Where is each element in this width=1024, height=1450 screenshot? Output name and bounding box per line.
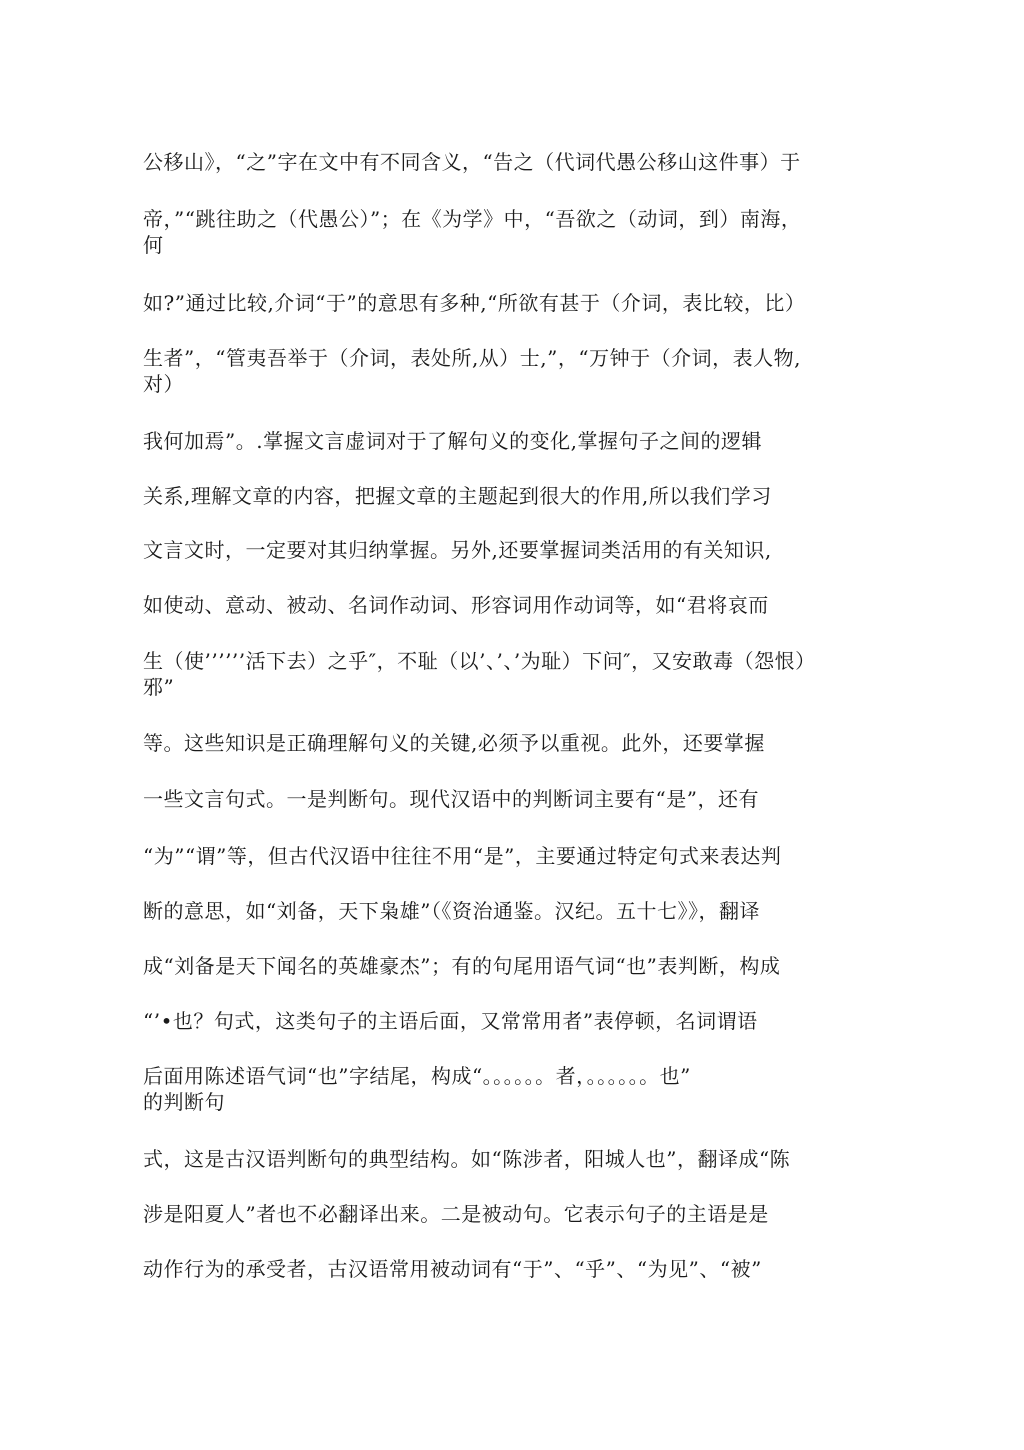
line-wrap-text: 何 — [143, 233, 164, 257]
text-line — [143, 1201, 903, 1227]
text-line — [143, 290, 903, 316]
line-text: 帝，”“跳往助之（代愚公）”；在《为学》中，“吾欲之（动词，到）南海， — [143, 207, 802, 231]
line-wrap-text: 邪” — [143, 675, 175, 699]
text-line — [143, 730, 903, 756]
line-text: 动作行为的承受者，古汉语常用被动词有“于”、“乎”、“为见”、“被” — [143, 1257, 762, 1281]
line-text: 我何加焉”。.掌握文言虚词对于了解句义的变化,掌握句子之间的逻辑 — [143, 429, 762, 453]
line-text: 生者”，“管夷吾举于（介词，表处所,从）士,”，“万钟于（介词，表人物, — [143, 346, 801, 370]
text-line — [143, 1256, 903, 1282]
text-line — [143, 1063, 903, 1115]
text-line — [143, 953, 903, 979]
text-line — [143, 149, 903, 175]
text-line — [143, 786, 903, 812]
line-text: 后面用陈述语气词“也”字结尾，构成“。。。。。。者，。。。。。。也” — [143, 1064, 691, 1088]
line-wrap-text: 对） — [143, 372, 184, 396]
text-line — [143, 648, 903, 700]
line-text: 式，这是古汉语判断句的典型结构。如“陈涉者，阳城人也”，翻译成“陈 — [143, 1147, 791, 1171]
line-text: 成“刘备是天下闻名的英雄豪杰”；有的句尾用语气词“也”表判断，构成 — [143, 954, 781, 978]
line-text: 公移山》，“之”字在文中有不同含义，“告之（代词代愚公移山这件事）于 — [143, 150, 801, 174]
line-text: 如?”通过比较,介词“于”的意思有多种,“所欲有甚于（介词，表比较，比） — [143, 291, 806, 315]
text-line — [143, 483, 903, 509]
text-line — [143, 206, 903, 258]
line-text: 断的意思，如“刘备，天下枭雄”（《资治通鉴。汉纪。五十七》》，翻译 — [143, 899, 760, 923]
line-text: 如使动、意动、被动、名词作动词、形容词用作动词等，如“君将哀而 — [143, 593, 769, 617]
text-line — [143, 1008, 903, 1034]
line-wrap-text: 的判断句 — [143, 1090, 225, 1114]
line-text: 等。这些知识是正确理解句义的关键,必须予以重视。此外，还要掌握 — [143, 731, 765, 755]
text-line — [143, 898, 903, 924]
text-line — [143, 843, 903, 869]
line-text: 关系,理解文章的内容，把握文章的主题起到很大的作用,所以我们学习 — [143, 484, 772, 508]
text-line — [143, 592, 903, 618]
line-text: “’•也？句式，这类句子的主语后面，又常常用者”表停顿，名词谓语 — [143, 1009, 758, 1033]
line-text: 文言文时，一定要对其归纳掌握。另外,还要掌握词类活用的有关知识, — [143, 538, 772, 562]
text-line — [143, 537, 903, 563]
line-text: 一些文言句式。一是判断句。现代汉语中的判断词主要有“是”，还有 — [143, 787, 759, 811]
line-text: 涉是阳夏人”者也不必翻译出来。二是被动句。它表示句子的主语是是 — [143, 1202, 769, 1226]
text-line — [143, 345, 903, 397]
line-text: “为”“谓”等，但古代汉语中往往不用“是”，主要通过特定句式来表达判 — [143, 844, 782, 868]
line-text: 生（使’’’’’’活下去）之乎″，不耻（以’、’、’为耻）下问″，又安敢毒（怨恨） — [143, 649, 816, 673]
text-line — [143, 428, 903, 454]
text-line — [143, 1146, 903, 1172]
